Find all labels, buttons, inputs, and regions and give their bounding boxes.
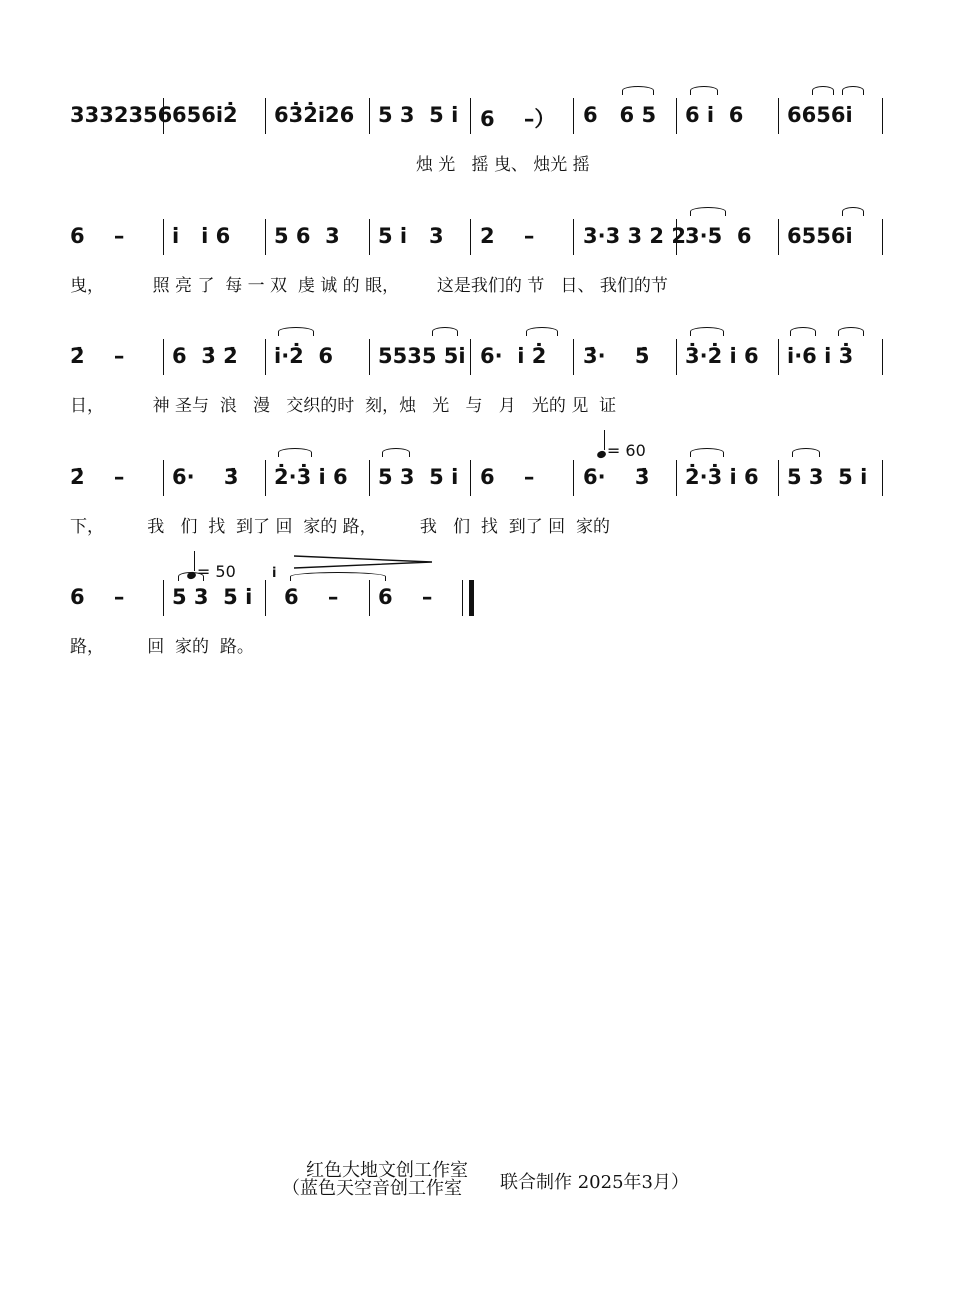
slur — [622, 86, 654, 95]
system-1-notes: 6656i̇ — [787, 103, 853, 127]
slur — [790, 327, 816, 336]
system-2-notes: 3·5 6 — [685, 224, 752, 248]
system-4-notes: 5 3 5 i̇ — [378, 465, 459, 489]
quarter-note-stem-icon — [604, 430, 605, 450]
slur — [178, 572, 204, 581]
system-4 — [0, 465, 960, 598]
barline — [778, 339, 779, 375]
system-4-notes: 6 – — [480, 465, 535, 489]
final-barline-thin — [462, 580, 463, 616]
system-3-notes: 3̇· 5̇ — [583, 344, 650, 368]
system-3-notes: 2̇ – — [70, 344, 125, 368]
system-2 — [0, 224, 960, 357]
barline — [676, 219, 677, 255]
barline — [265, 339, 266, 375]
barline — [369, 339, 370, 375]
system-4-lyrics: 下， 我 们 找 到了 回 家的 路， 我 们 找 到了 回 家的 — [70, 517, 610, 537]
system-3-lyrics: 日， 神 圣与 浪 漫 交织的时 刻，烛 光 与 月 光的 见 证 — [70, 396, 617, 416]
system-2-notes: 2 – — [480, 224, 535, 248]
final-barline-thick — [469, 580, 474, 616]
system-2-notes: 5 i̇ 3 — [378, 224, 444, 248]
barline — [470, 98, 471, 134]
slur — [838, 327, 864, 336]
open-paren: （ — [282, 1178, 300, 1199]
slur — [278, 448, 312, 457]
system-1-notes: 656i̇2̇ — [172, 103, 238, 127]
barline — [676, 460, 677, 496]
slur — [690, 448, 724, 457]
barline — [882, 98, 883, 134]
barline — [470, 460, 471, 496]
system-5-notes: 6 – — [70, 585, 125, 609]
system-1-notes: 63̇2̇i̇26 — [274, 103, 355, 127]
barline — [265, 219, 266, 255]
barline — [163, 98, 164, 134]
system-2-notes: 6556i̇ — [787, 224, 853, 248]
system-2-notes: 6 – — [70, 224, 125, 248]
barline — [676, 339, 677, 375]
slur — [382, 448, 410, 457]
barline — [573, 98, 574, 134]
barline — [163, 339, 164, 375]
production-credit: 联合制作 2025年3月） — [500, 1172, 689, 1193]
barline — [369, 580, 370, 616]
barline — [882, 219, 883, 255]
system-5-notes: 5 3 5 i̇ — [172, 585, 253, 609]
system-1-notes: 3332356 — [70, 103, 173, 127]
system-1 — [0, 103, 960, 236]
system-4-notes: 2̇·3̇ i̇ 6 — [274, 465, 348, 489]
barline — [369, 98, 370, 134]
barline — [676, 98, 677, 134]
slur — [432, 327, 458, 336]
system-1-notes: 6 6 5 — [583, 103, 657, 127]
system-2-notes: 3·3 3 2 2 — [583, 224, 686, 248]
system-4-notes: 6· 3̇ — [583, 465, 650, 489]
barline — [882, 339, 883, 375]
system-4-notes: 2̇·3̇ i̇ 6 — [685, 465, 759, 489]
barline — [265, 98, 266, 134]
system-5-notes: 6 – — [378, 585, 433, 609]
barline — [778, 98, 779, 134]
system-3 — [0, 344, 960, 477]
system-5-grace-note: i̇ — [272, 566, 277, 581]
studio-name-blue: 蓝色天空音创工作室 — [300, 1178, 462, 1199]
quarter-note-stem-icon — [194, 551, 195, 571]
slur — [812, 86, 834, 95]
barline — [163, 219, 164, 255]
system-1-notes: 6 i̇ 6 — [685, 103, 744, 127]
barline — [265, 460, 266, 496]
system-3-notes: 6 3̇ 2̇ — [172, 344, 238, 368]
barline — [163, 580, 164, 616]
tempo-value: = 50 — [196, 562, 236, 581]
tie — [290, 572, 386, 581]
system-4-notes: 5 3 5 i̇ — [787, 465, 868, 489]
quarter-note-icon — [596, 450, 607, 460]
barline — [882, 460, 883, 496]
studio-name-blue-line — [282, 1174, 462, 1200]
slur — [690, 86, 718, 95]
system-3-notes: 6· i̇ 2̇ — [480, 344, 547, 368]
system-1-notes: 6 –） — [480, 107, 556, 131]
barline — [573, 339, 574, 375]
system-4-notes: 2̇ – — [70, 465, 125, 489]
decrescendo-hairpin — [294, 554, 434, 570]
slur — [842, 207, 864, 216]
system-1-notes: 5 3 5 i̇ — [378, 103, 459, 127]
barline — [369, 460, 370, 496]
slur — [690, 327, 724, 336]
slur — [526, 327, 558, 336]
barline — [573, 219, 574, 255]
barline — [369, 219, 370, 255]
barline — [163, 460, 164, 496]
slur — [690, 207, 726, 216]
system-5-notes: 6 – — [284, 585, 339, 609]
slur — [842, 86, 864, 95]
barline — [470, 219, 471, 255]
barline — [778, 219, 779, 255]
system-3-notes: 3̇·2̇ i̇ 6 — [685, 344, 759, 368]
barline — [265, 580, 266, 616]
studio-name-red: 红色大地文创工作室 — [306, 1160, 468, 1181]
system-2-lyrics: 曳， 照 亮 了 每 一 双 虔 诚 的 眼， 这是我们的 节 日、 我们的节 — [70, 276, 668, 296]
system-3-notes: 5535 5i̇ — [378, 344, 466, 368]
barline — [573, 460, 574, 496]
slur — [792, 448, 820, 457]
tempo-value: = 60 — [606, 441, 646, 460]
barline — [470, 339, 471, 375]
system-5-lyrics: 路， 回 家的 路。 — [70, 637, 254, 657]
system-3-notes: i̇·6 i̇ 3̇ — [787, 344, 854, 368]
system-1-lyrics: 烛 光 摇 曳、 烛光 摇 — [70, 155, 590, 175]
system-3-notes: i̇·2̇ 6 — [274, 344, 334, 368]
system-2-notes: i̇ i̇ 6 — [172, 224, 231, 248]
system-4-notes: 6· 3̇ — [172, 465, 239, 489]
system-2-notes: 5 6 3 — [274, 224, 340, 248]
barline — [778, 460, 779, 496]
slur — [278, 327, 314, 336]
